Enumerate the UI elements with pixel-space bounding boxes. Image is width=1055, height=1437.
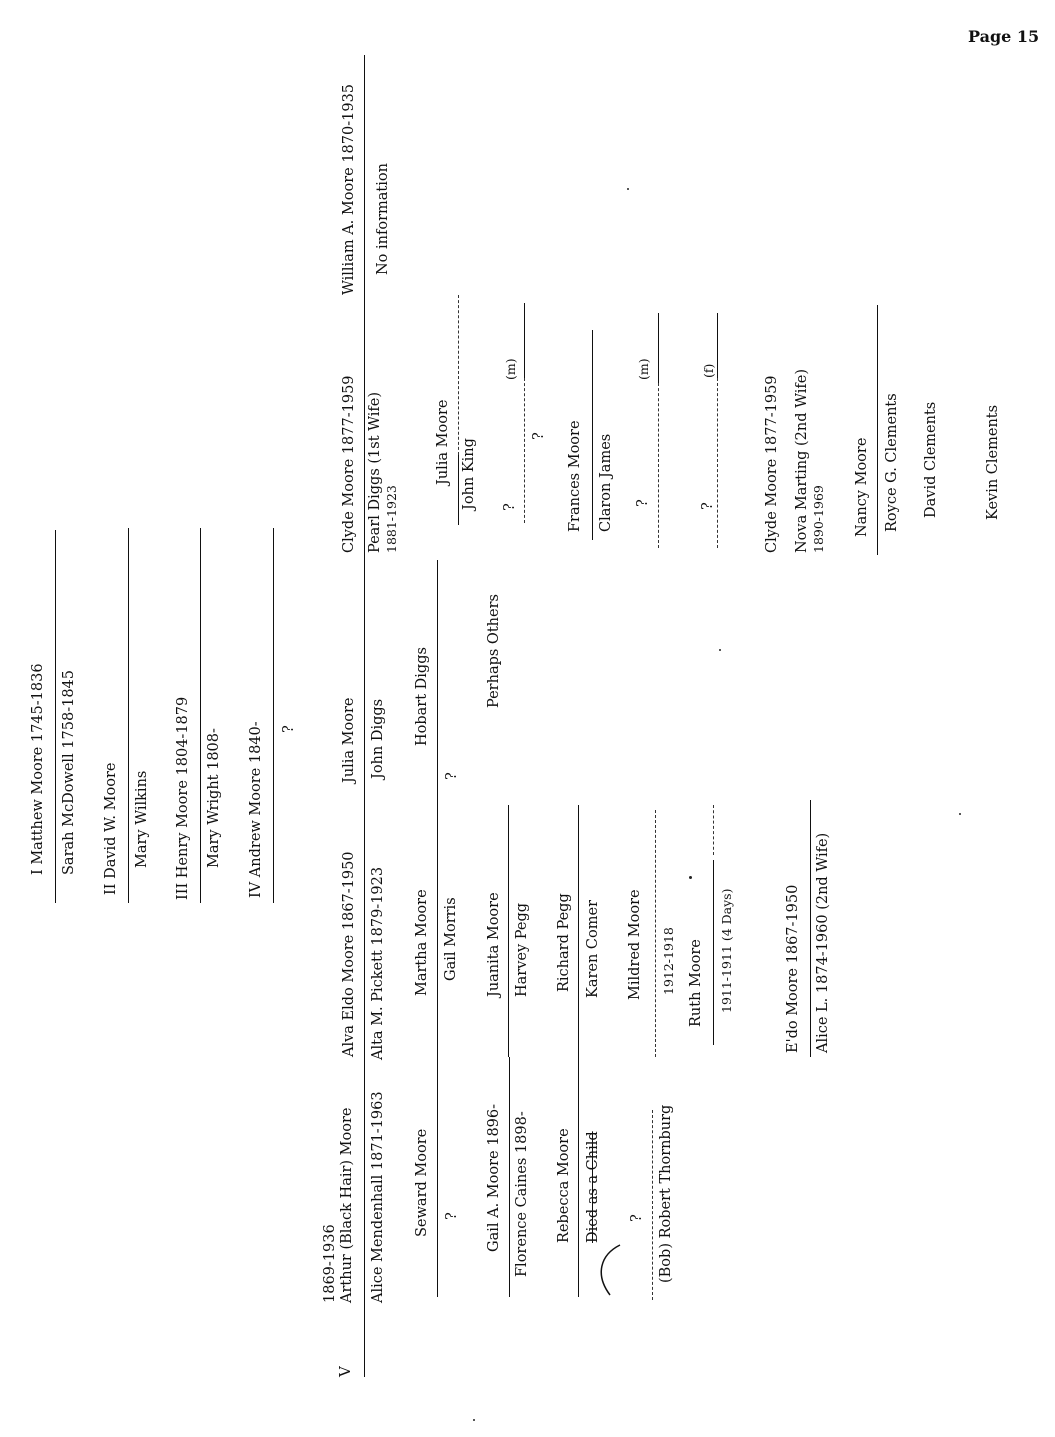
- alva-child1: Martha Moore: [414, 889, 430, 996]
- gen2-spouse: Mary Wilkins: [134, 770, 150, 868]
- clyde-wife1-dates: 1881-1923: [384, 485, 399, 553]
- clyde-wife2: Nova Marting (2nd Wife): [794, 369, 810, 553]
- gen5-numeral: V: [336, 1366, 354, 1377]
- gen5-main-line: [364, 55, 365, 1377]
- arthur-child3-spouse: ?: [629, 1214, 645, 1222]
- speck: [959, 813, 961, 815]
- clyde-c3-child2: Kevin Clements: [985, 404, 1001, 520]
- alva-child5: Ruth Moore: [688, 939, 704, 1027]
- julia-others: Perhaps Others: [486, 594, 502, 708]
- arthur-child2-line: [509, 1057, 510, 1297]
- gen3-line: [200, 528, 201, 903]
- julia-child1-line: [437, 560, 438, 815]
- alva-child1-line: [437, 815, 438, 1057]
- speck: [627, 188, 629, 190]
- clyde-c2-child-dash: [658, 383, 659, 548]
- clyde-wife1: Pearl Diggs (1st Wife): [367, 391, 383, 553]
- alva-spouse: Alta M. Pickett 1879-1923: [370, 866, 386, 1060]
- clyde-c1-child: ?: [502, 503, 518, 511]
- clyde-c1-dash: [458, 295, 459, 455]
- clyde-second-name: Clyde Moore 1877-1959: [764, 375, 780, 553]
- gen3-name: III Henry Moore 1804-1879: [175, 696, 191, 900]
- speck: [719, 649, 721, 651]
- gen4-line: [273, 528, 274, 903]
- alva-child5-dash: [713, 805, 714, 855]
- julia-child1: Hobart Diggs: [414, 647, 430, 746]
- alva-child2: Juanita Moore: [486, 892, 502, 997]
- arthur-child1: Seward Moore: [414, 1128, 430, 1237]
- alva-child3: Richard Pegg: [556, 893, 572, 992]
- clyde-c2-child: ?: [635, 499, 651, 507]
- alva-child3-line: [578, 805, 579, 1057]
- alva-child2-spouse: Harvey Pegg: [514, 902, 530, 997]
- clyde-c2-child-sex: (m): [636, 358, 651, 380]
- gen1-spouse: Sarah McDowell 1758-1845: [61, 669, 77, 875]
- gen2-line: [128, 528, 129, 903]
- arthur-child3-line: [578, 1057, 579, 1297]
- alva-child2-line: [508, 805, 509, 1057]
- gen4-name: IV Andrew Moore 1840-: [248, 721, 264, 898]
- clyde-c3-child1: David Clements: [923, 401, 939, 518]
- clyde-wife2-dates: 1890-1969: [811, 485, 826, 553]
- gen3-spouse: Mary Wright 1808-: [206, 728, 222, 868]
- alva-child5-line: [713, 860, 714, 1045]
- arthur-bob: (Bob) Robert Thornburg: [658, 1104, 674, 1283]
- gen2-name: II David W. Moore: [103, 762, 119, 895]
- alva-second-spouse: Alice L. 1874-1960 (2nd Wife): [815, 832, 831, 1053]
- scribble-mark: [590, 1240, 630, 1300]
- alva-name: Alva Eldo Moore 1867-1950: [341, 851, 357, 1057]
- clyde-c2-child2-dash: [717, 378, 718, 548]
- arthur-child2: Gail A. Moore 1896-: [486, 1103, 502, 1252]
- clyde-c2-child2-sex: (f): [701, 363, 716, 378]
- clyde-c3-spouse: Royce G. Clements: [884, 393, 900, 532]
- arthur-name: Arthur (Black Hair) Moore: [339, 1107, 355, 1303]
- clyde-c2-spouse: Claron James: [598, 433, 614, 532]
- arthur-child1-line: [437, 1057, 438, 1297]
- julia-name: Julia Moore: [341, 697, 357, 783]
- clyde-c1-child-spouse: ?: [531, 432, 547, 440]
- clyde-c3-line: [877, 305, 878, 555]
- alva-child4-dash: [655, 810, 656, 1057]
- william-name: William A. Moore 1870-1935: [341, 83, 357, 295]
- bullet-dot: [689, 876, 692, 879]
- arthur-dates: 1869-1936: [322, 1224, 338, 1303]
- clyde-c2-child2: ?: [700, 502, 716, 510]
- alva-child5-dates: 1911-1911 (4 Days): [719, 888, 734, 1013]
- arthur-child3: Rebecca Moore: [556, 1128, 572, 1243]
- alva-child3-spouse: Karen Comer: [585, 899, 601, 998]
- alva-second-line: [810, 800, 811, 1057]
- clyde-c1-child-dash: [524, 378, 525, 523]
- alva-child4: Mildred Moore: [627, 889, 643, 1000]
- gen1-line: [55, 530, 56, 903]
- speck: [473, 1419, 475, 1421]
- clyde-c1-child-sex: (m): [503, 358, 518, 380]
- gen4-spouse: ?: [281, 725, 297, 733]
- clyde-c1-spouse: John King: [461, 438, 477, 510]
- clyde-c2-line: [592, 330, 593, 540]
- clyde-c1-child-line: [524, 303, 525, 378]
- julia-spouse: John Diggs: [370, 698, 386, 779]
- clyde-name: Clyde Moore 1877-1959: [341, 375, 357, 553]
- alva-child4-dates: 1912-1918: [661, 927, 676, 995]
- arthur-child1-spouse: ?: [444, 1212, 460, 1220]
- william-note: No information: [375, 163, 391, 275]
- arthur-spouse: Alice Mendenhall 1871-1963: [370, 1091, 386, 1303]
- clyde-c2-child-line: [658, 313, 659, 383]
- clyde-c1: Julia Moore: [435, 399, 451, 485]
- clyde-c2-child2-line: [717, 313, 718, 378]
- clyde-c2: Frances Moore: [567, 420, 583, 532]
- alva-child1-spouse: Gail Morris: [443, 897, 459, 981]
- clyde-c1-line: [458, 455, 459, 525]
- clyde-c3: Nancy Moore: [854, 437, 870, 537]
- page-number: Page 15: [968, 27, 1040, 46]
- arthur-child3-dash: [652, 1110, 653, 1300]
- alva-second-name: E'do Moore 1867-1950: [785, 884, 801, 1053]
- arthur-child3-note: Died as a Child: [585, 1131, 601, 1243]
- arthur-child2-spouse: Florence Caines 1898-: [514, 1111, 530, 1277]
- gen1-name: I Matthew Moore 1745-1836: [30, 663, 46, 875]
- julia-child1-spouse: ?: [444, 772, 460, 780]
